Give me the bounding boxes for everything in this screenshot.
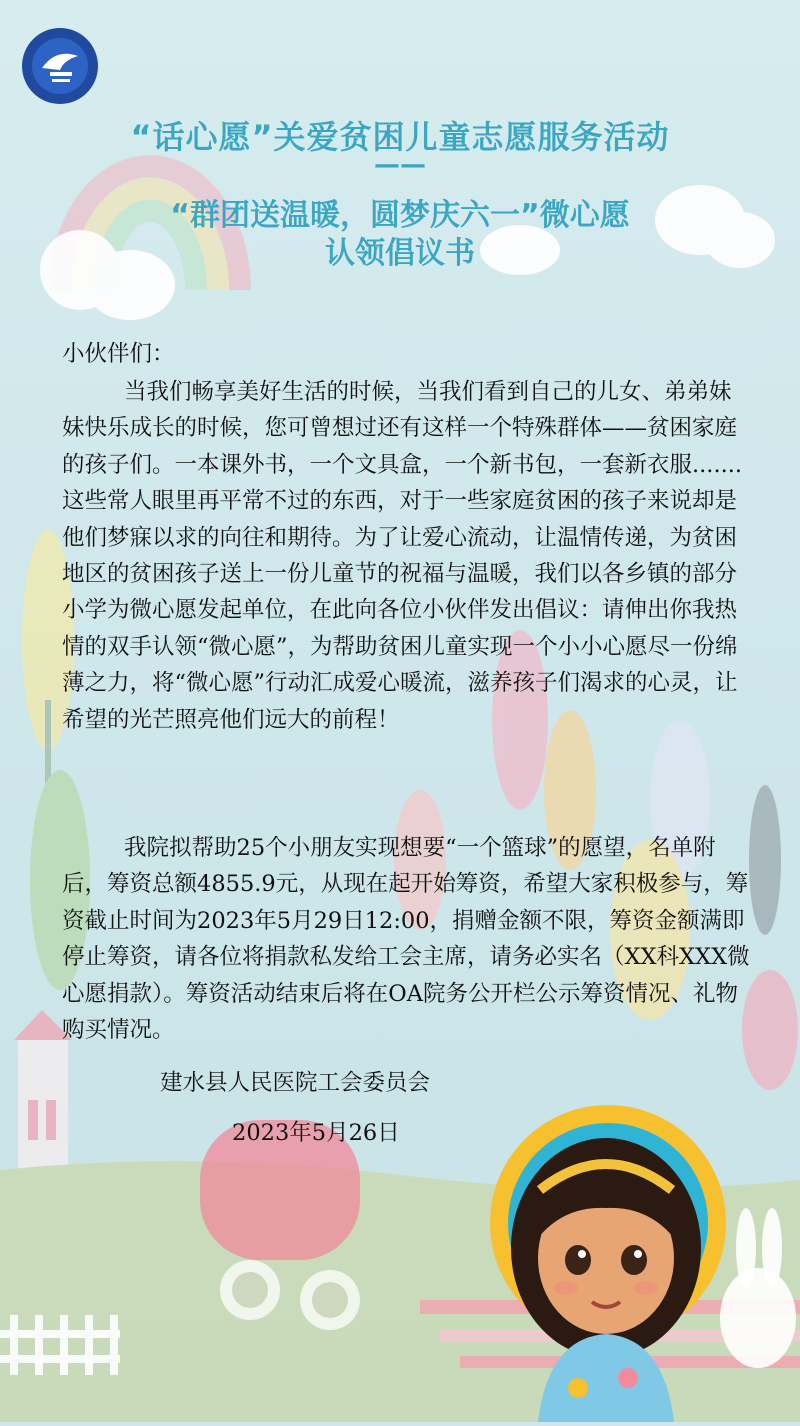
letter-greeting: 小伙伴们： <box>62 341 175 367</box>
title-line-1: “话心愿”关爱贫困儿童志愿服务活动 <box>130 118 670 156</box>
hospital-logo <box>20 26 100 106</box>
title-dash: —— <box>374 150 426 180</box>
girl-portrait-image <box>478 1088 800 1422</box>
letter-date: 2023年5月26日 <box>232 1120 400 1146</box>
title-line-3: 认领倡议书 <box>325 236 475 271</box>
letter-signature: 建水县人民医院工会委员会 <box>160 1070 431 1096</box>
hospital-logo-icon <box>20 26 100 106</box>
girl-illustration <box>478 1088 800 1422</box>
letter-paragraph-1: 当我们畅享美好生活的时候，当我们看到自己的儿女、弟弟妹妹快乐成长的时候，您可曾想过还有这样一个特殊群体——贫困家庭的孩子们。一本课外书，一个文具盒，一个新书包，一套新衣服.......这些常人眼里再平常不过的东西，对于一些家庭贫困的孩子来说却是他们梦寐以求的向往和期待。为了让爱心流动，让温情传递，为贫困地区的贫困孩子送上一份儿童节的祝福与温暖，我们以各乡镇的部分小学为微心愿发起单位，在此向各位小伙伴发出倡议：请伸出你我热情的双手认领“微心愿”，为帮助贫困儿童实现一个小小心愿尽一份绵薄之力，将“微心愿”行动汇成爱心暖流，滋养孩子们渴求的心灵，让希望的光芒照亮他们远大的前程！ <box>62 379 743 733</box>
title-line-2: “群团送温暖，圆梦庆六一”微心愿 <box>170 198 630 233</box>
letter-paragraph-2: 我院拟帮助25个小朋友实现想要“一个篮球”的愿望，名单附后，筹资总额4855.9元，从现在起开始筹资，希望大家积极参与，筹资截止时间为2023年5月29日12:00，捐赠金额不限，筹资金额满即停止筹资，请各位将捐款私发给工会主席，请务必实名（XX科XXX微心愿捐款）。筹资活动结束后将在OA院务公开栏公示筹资情况、礼物购买情况。 <box>62 835 750 1044</box>
